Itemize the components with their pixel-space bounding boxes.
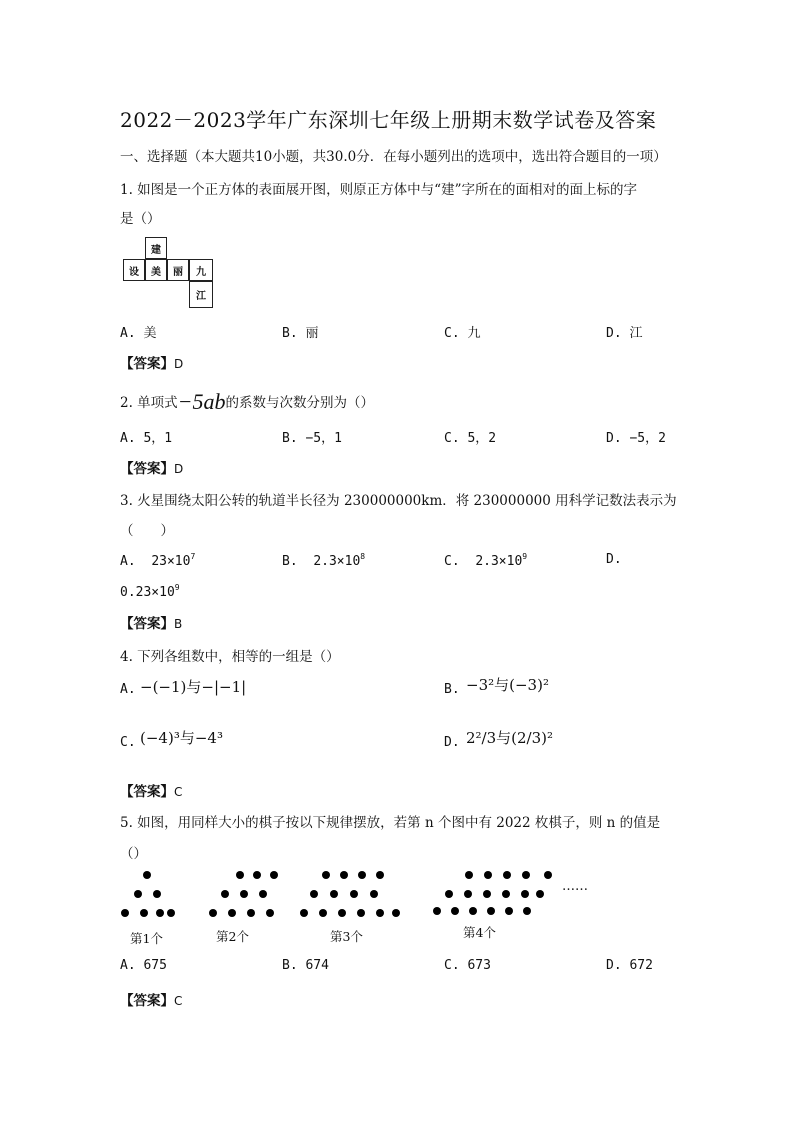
q4-option-a-label: A.	[120, 682, 136, 697]
q3-answer	[120, 612, 182, 632]
answer-label: 【答案】	[120, 461, 174, 477]
chess-piece	[392, 909, 400, 917]
chess-piece	[209, 909, 217, 917]
option-exponent: 9	[174, 583, 180, 592]
chess-piece	[340, 871, 348, 879]
chess-piece	[266, 909, 274, 917]
chess-piece	[358, 871, 366, 879]
q5-stem: 5. 如图，用同样大小的棋子按以下规律摆放，若第 n 个图中有 2022 枚棋子，则 n 的值是	[120, 815, 661, 831]
q5-answer	[120, 989, 182, 1009]
q5-option-a: A. 675	[120, 958, 167, 973]
q3-stem-cont: （ ）	[120, 523, 174, 539]
net-cell-top: 建	[145, 237, 167, 259]
q4-option-c-expr: (−4)³与−4³	[140, 729, 223, 747]
q5-option-c: C. 673	[444, 958, 491, 973]
chess-piece	[483, 890, 491, 898]
q2-option-a: A. 5，1	[120, 431, 173, 446]
chess-piece	[143, 871, 151, 879]
q5-stem-cont: （）	[120, 846, 147, 862]
q2-answer	[120, 457, 183, 477]
net-cell-row-4: 九	[189, 259, 213, 281]
answer-label: 【答案】	[120, 356, 174, 372]
q4-option-d-label: D.	[444, 735, 460, 750]
q2-stem-prefix: 2. 单项式	[120, 395, 178, 411]
chess-piece	[330, 890, 338, 898]
option-exponent: 7	[190, 552, 196, 561]
q4-option-b-expr: −3²与(−3)²	[466, 676, 549, 694]
q2-option-c: C. 5，2	[444, 431, 497, 446]
chess-piece	[259, 890, 267, 898]
chess-piece	[270, 871, 278, 879]
answer-value: B	[174, 617, 183, 631]
chess-piece	[240, 890, 248, 898]
chess-piece	[503, 871, 511, 879]
chess-piece	[465, 871, 473, 879]
q1-stem-cont: 是（）	[120, 211, 161, 227]
page-title: 2022－2023学年广东深圳七年级上册期末数学试卷及答案	[120, 108, 657, 132]
chess-piece	[236, 871, 244, 879]
option-base: 0.23×10	[120, 585, 175, 600]
q4-option-d-expr: 2²/3与(2/3)²	[466, 729, 554, 747]
q3-option-d-value	[120, 583, 180, 600]
net-cell-row-3: 丽	[167, 259, 189, 281]
q3-option-c	[444, 552, 527, 569]
chess-piece	[536, 890, 544, 898]
chess-piece	[433, 907, 441, 915]
option-base: 2.3×10	[475, 554, 523, 569]
chess-piece	[221, 890, 229, 898]
chess-piece	[357, 909, 365, 917]
q5-caption-2: 第2个	[216, 929, 249, 944]
q1-option-c: C. 九	[444, 326, 481, 341]
chess-piece	[445, 890, 453, 898]
q1-stem: 1. 如图是一个正方体的表面展开图，则原正方体中与“建”字所在的面相对的面上标的字	[120, 182, 637, 198]
net-cell-bottom: 江	[189, 281, 213, 308]
chess-piece	[376, 871, 384, 879]
chess-piece	[153, 890, 161, 898]
chess-piece	[167, 909, 175, 917]
q5-ellipsis: ……	[562, 879, 588, 894]
chess-piece	[521, 890, 529, 898]
q2-monomial: −5ab	[177, 389, 226, 414]
chess-piece	[247, 909, 255, 917]
q1-option-a: A. 美	[120, 326, 157, 341]
chess-piece	[522, 871, 530, 879]
q3-option-d: D.	[606, 552, 622, 567]
chess-piece	[523, 907, 531, 915]
chess-piece	[376, 909, 384, 917]
q3-option-a	[120, 552, 195, 569]
q4-option-b-label: B.	[444, 682, 460, 697]
answer-label: 【答案】	[120, 616, 174, 632]
chess-piece	[451, 907, 459, 915]
chess-piece	[502, 890, 510, 898]
q5-option-d: D. 672	[606, 958, 653, 973]
chess-piece	[134, 890, 142, 898]
q4-option-c-label: C.	[120, 735, 136, 750]
net-cell-row-2: 美	[145, 259, 167, 281]
chess-piece	[544, 871, 552, 879]
q2-stem-suffix: 的系数与次数分别为（）	[225, 395, 375, 411]
option-label: B.	[282, 554, 298, 569]
chess-piece	[253, 871, 261, 879]
option-exponent: 9	[522, 552, 528, 561]
chess-piece	[228, 909, 236, 917]
option-base: 23×10	[151, 554, 191, 569]
q1-option-b: B. 丽	[282, 326, 319, 341]
chess-piece	[319, 909, 327, 917]
chess-piece	[370, 890, 378, 898]
chess-piece	[121, 909, 129, 917]
chess-piece	[156, 909, 164, 917]
answer-value: C	[174, 994, 183, 1008]
option-base: 2.3×10	[313, 554, 361, 569]
chess-piece	[464, 890, 472, 898]
option-exponent: 8	[360, 552, 366, 561]
q3-stem: 3. 火星围绕太阳公转的轨道半长径为 230000000km．将 230000000 用科学记数法表示为	[120, 493, 677, 509]
chess-piece	[505, 907, 513, 915]
section-header: 一、选择题（本大题共10小题，共30.0分．在每小题列出的选项中，选出符合题目的一项）	[120, 149, 667, 165]
net-cell-row-1: 设	[123, 259, 145, 281]
answer-value: D	[174, 462, 184, 476]
q5-caption-1: 第1个	[130, 931, 163, 946]
chess-piece	[338, 909, 346, 917]
q5-caption-3: 第3个	[330, 929, 363, 944]
q2-option-d: D. −5，2	[606, 431, 666, 446]
answer-label: 【答案】	[120, 993, 174, 1009]
q3-option-b	[282, 552, 365, 569]
chess-piece	[322, 871, 330, 879]
chess-piece	[469, 907, 477, 915]
q5-caption-4: 第4个	[463, 925, 496, 940]
chess-piece	[140, 909, 148, 917]
chess-piece	[484, 871, 492, 879]
chess-piece	[300, 909, 308, 917]
answer-value: D	[174, 357, 184, 371]
q1-answer	[120, 352, 183, 372]
q2-stem	[120, 389, 374, 415]
answer-label: 【答案】	[120, 784, 174, 800]
answer-value: C	[174, 785, 183, 799]
option-label: A.	[120, 554, 136, 569]
q1-option-d: D. 江	[606, 326, 643, 341]
chess-piece	[487, 907, 495, 915]
option-label: C.	[444, 554, 460, 569]
chess-piece	[310, 890, 318, 898]
chess-piece	[350, 890, 358, 898]
q4-answer	[120, 780, 182, 800]
q2-option-b: B. −5，1	[282, 431, 342, 446]
q4-option-a-expr: −(−1)与−|−1|	[140, 678, 247, 696]
q4-stem: 4. 下列各组数中，相等的一组是（）	[120, 649, 340, 665]
q5-option-b: B. 674	[282, 958, 329, 973]
